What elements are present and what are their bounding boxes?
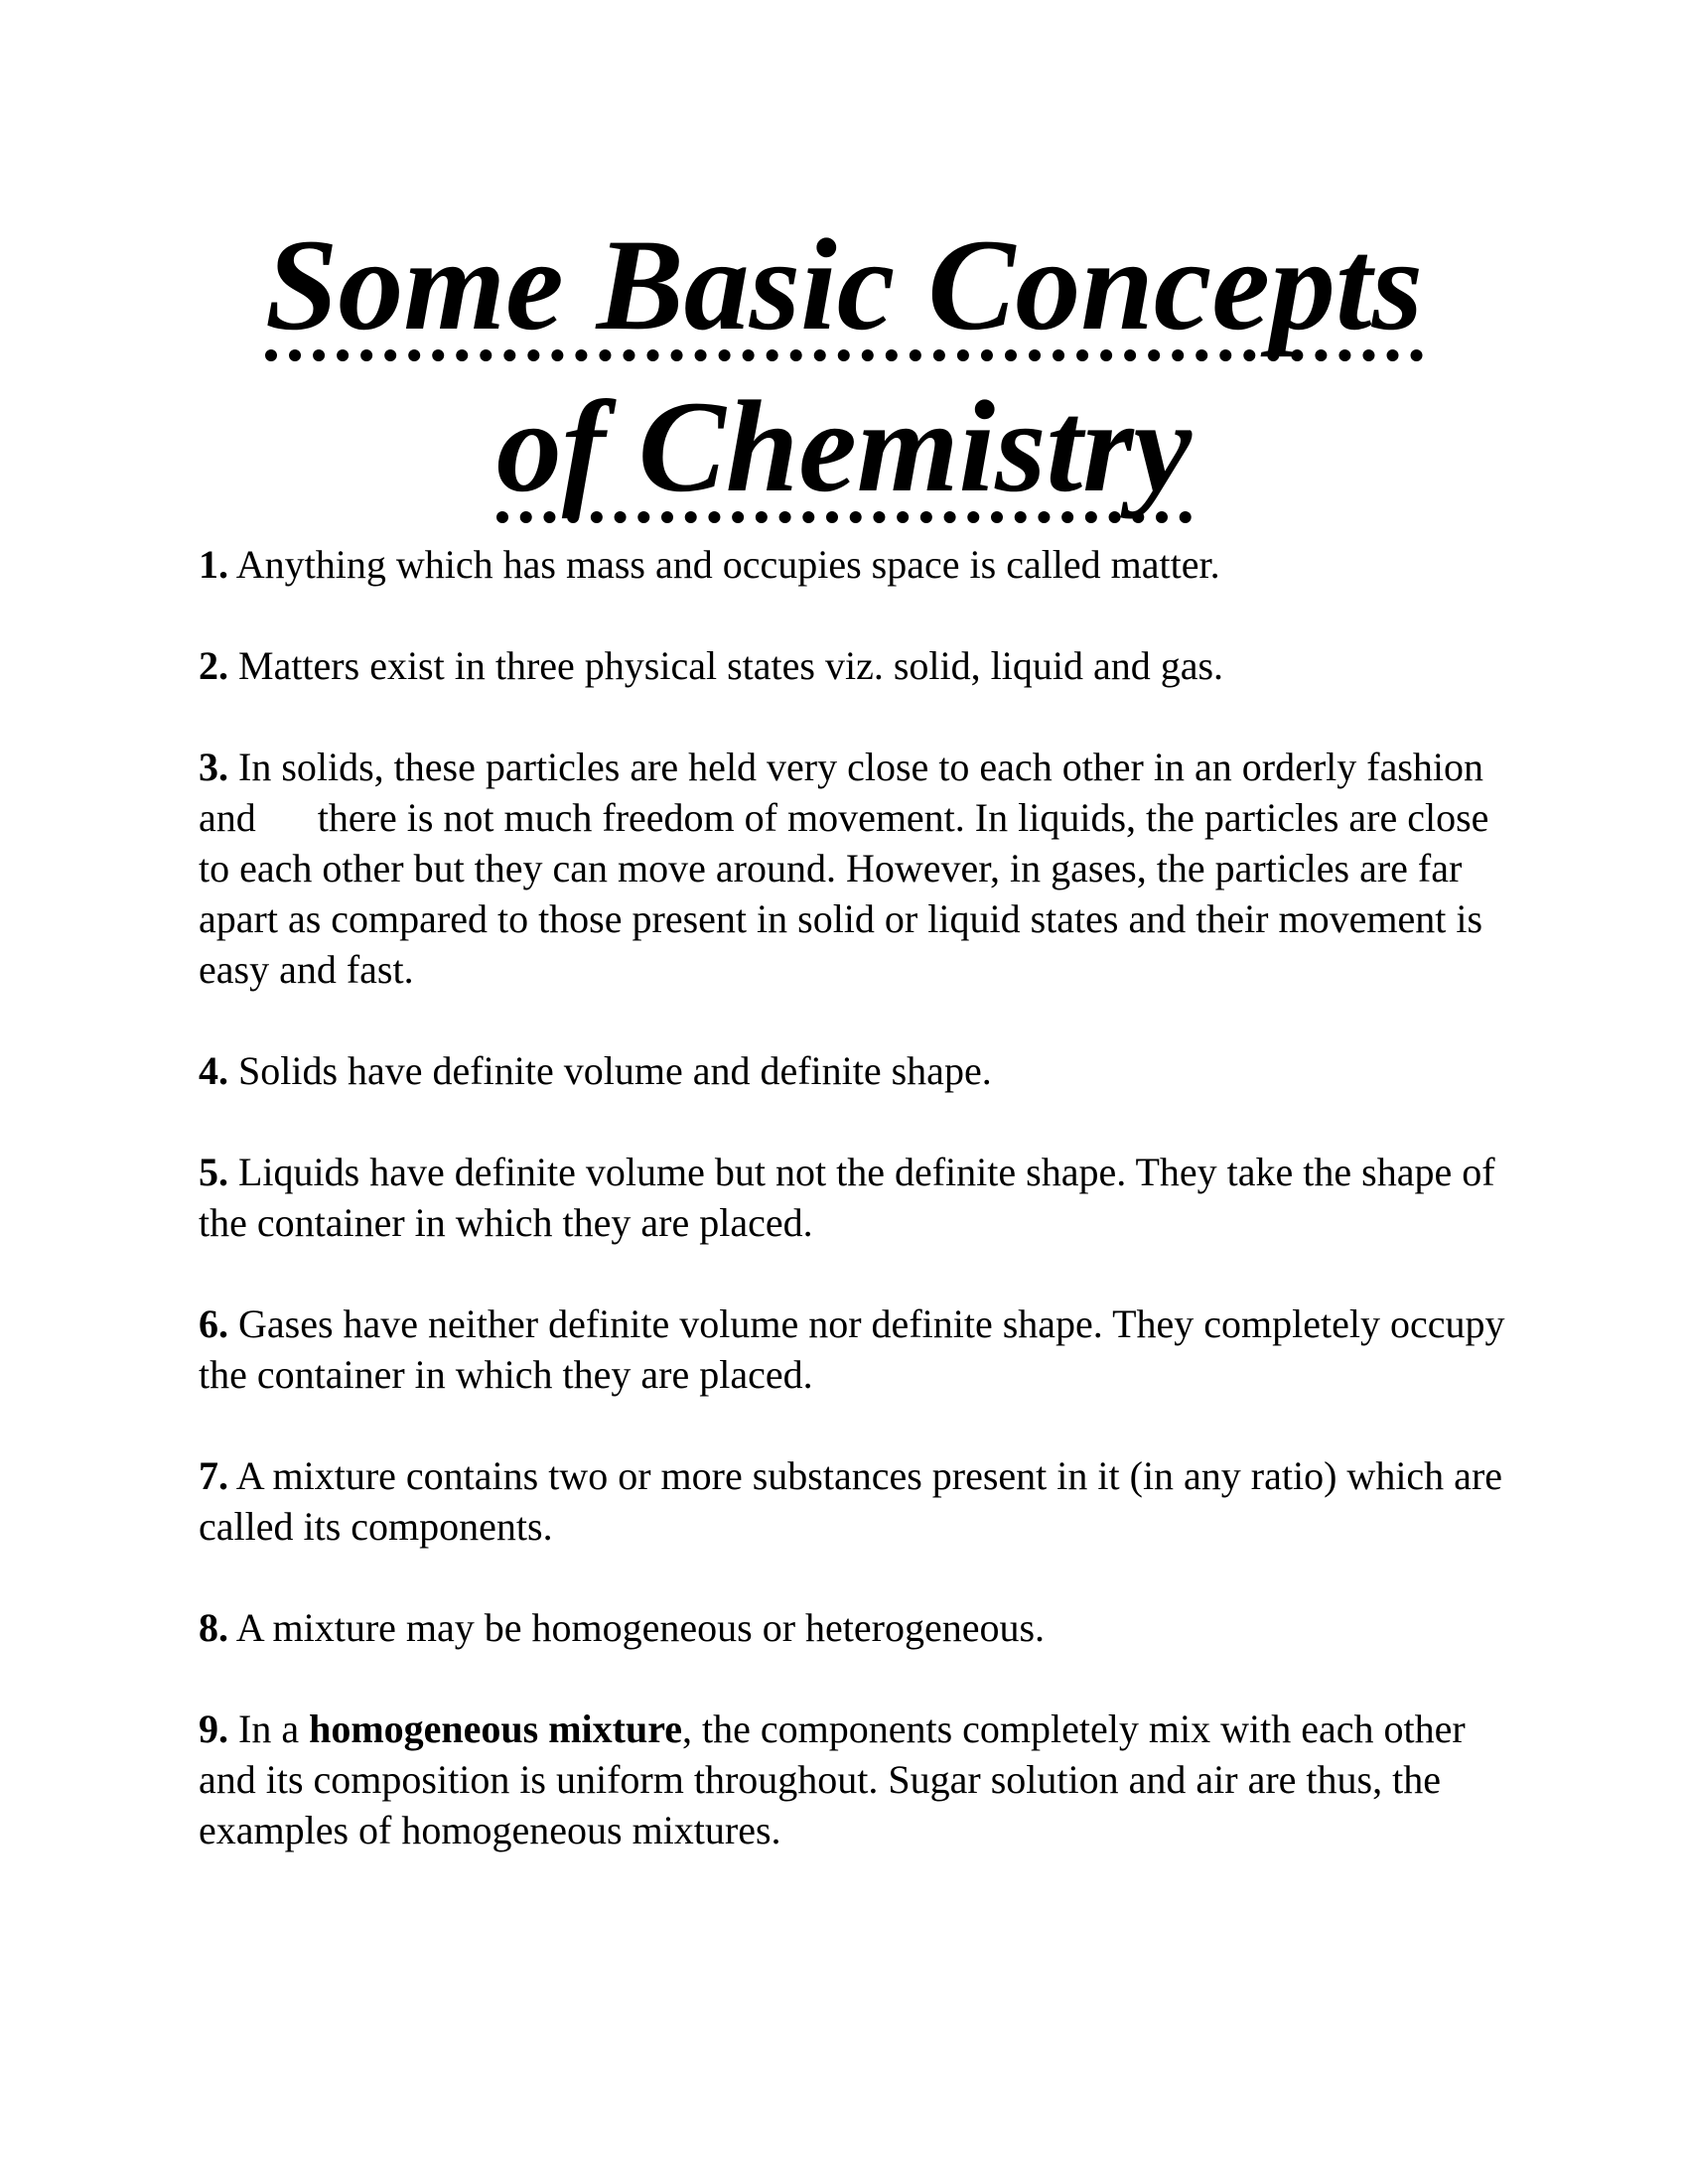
item-text: In solids, these particles are held very close to each other in an orderly fashion and <box>199 745 1484 840</box>
item-text-continued: , the components completely mix with each other and its composition is uniform throughout. Sugar solution and air are thus, the examples of homogeneous mixtures. <box>199 1706 1466 1852</box>
item-text: Matters exist in three physical states viz. solid, liquid and gas. <box>238 643 1224 688</box>
title-line-2: of Chemistry <box>496 382 1192 523</box>
list-item-4 <box>199 1045 1509 1096</box>
bold-term: homogeneous mixture <box>309 1706 682 1751</box>
list-item-6 <box>199 1298 1509 1400</box>
list-item-5 <box>199 1147 1509 1248</box>
item-text-continued: there is not much freedom of movement. In liquids, the particles are close to each other but they can move around. However, in gases, the particles are far apart as compared to those present in solid or liquid states and their movement is easy and fast. <box>199 795 1489 992</box>
title-line-1: Some Basic Concepts <box>265 220 1423 361</box>
item-number: 4. <box>199 1048 228 1093</box>
item-text: In a <box>238 1706 300 1751</box>
page-title <box>0 210 1688 361</box>
concept-list <box>199 539 1509 1906</box>
item-number: 7. <box>199 1453 228 1498</box>
list-item-7 <box>199 1450 1509 1552</box>
list-item-8 <box>199 1602 1509 1653</box>
item-text: Gases have neither definite volume nor definite shape. They completely occupy the container in which they are placed. <box>199 1301 1505 1397</box>
item-number: 9. <box>199 1706 228 1751</box>
item-text: A mixture contains two or more substances present in it (in any ratio) which are called its components. <box>199 1453 1503 1549</box>
item-text: A mixture may be homogeneous or heterogeneous. <box>235 1605 1046 1650</box>
item-text: Liquids have definite volume but not the definite shape. They take the shape of the container in which they are placed. <box>199 1150 1495 1245</box>
page-title-continued <box>0 372 1688 523</box>
list-item-3 <box>199 742 1509 995</box>
item-number: 3. <box>199 745 228 789</box>
item-number: 5. <box>199 1150 228 1194</box>
item-number: 6. <box>199 1301 228 1346</box>
item-number: 2. <box>199 643 228 688</box>
list-item-1 <box>199 539 1509 590</box>
item-text: Solids have definite volume and definite shape. <box>238 1048 992 1093</box>
list-item-9 <box>199 1704 1509 1855</box>
item-number: 1. <box>199 542 228 587</box>
item-text: Anything which has mass and occupies space is called matter. <box>235 542 1220 587</box>
list-item-2 <box>199 640 1509 691</box>
item-number: 8. <box>199 1605 228 1650</box>
